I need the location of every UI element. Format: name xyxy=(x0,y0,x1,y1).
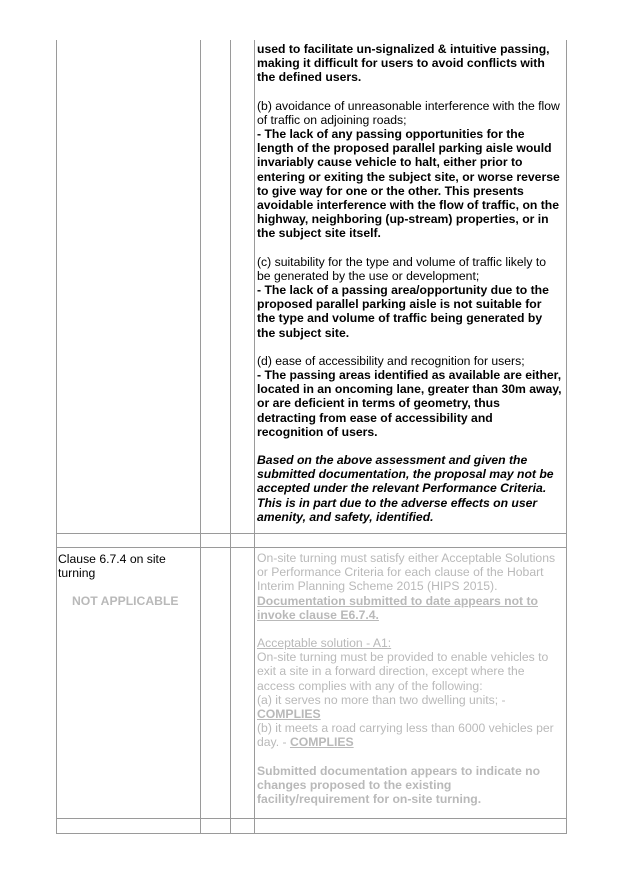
table-column-divider-2 xyxy=(230,40,231,833)
table-column-divider-1 xyxy=(200,40,201,833)
criterion-d-block xyxy=(257,354,562,439)
acceptable-heading: Acceptable solution - A1: xyxy=(257,636,392,651)
item-a: (a) it serves no more than two dwelling units; - xyxy=(257,692,506,707)
acceptable-text: On-site turning must be provided to enable vehicles to exit a site in a forward direction, except where the access complies with any of the following: xyxy=(257,650,549,693)
clause-doc-note: Documentation submitted to date appears not to invoke clause E6.7.4. xyxy=(257,593,539,622)
upper-intro: used to facilitate un-signalized & intuitive passing, making it difficult for users to avoid conflicts with the defined users. xyxy=(257,42,550,85)
item-b: (b) it meets a road carrying less than 6000 vehicles per day. - xyxy=(257,721,554,750)
criterion-d-response: - The passing areas identified as available are either, located in an oncoming lane, greater than 30m away, or are deficient in terms of geometry, thus detracting from ease of accessibility and recognition of users. xyxy=(257,368,562,439)
criterion-b: (b) avoidance of unreasonable interference with the flow of traffic on adjoining roads; xyxy=(257,98,560,127)
criterion-d: (d) ease of accessibility and recognition for users; xyxy=(257,353,525,368)
upper-conclusion: Based on the above assessment and given the submitted documentation, the proposal may not be accepted under the relevant Performance Criteria. This is in part due to the adverse effects on user amenity, and safety, identified. xyxy=(257,453,554,524)
clause-label: Clause 6.7.4 on site turning xyxy=(58,552,166,581)
table-column-divider-3 xyxy=(254,40,255,833)
criterion-c: (c) suitability for the type and volume of traffic likely to be generated by the use or development; xyxy=(257,254,547,283)
criterion-c-block xyxy=(257,255,562,340)
item-a-result: COMPLIES xyxy=(257,707,321,722)
acceptable-solution-block xyxy=(257,636,562,750)
criterion-b-block xyxy=(257,99,562,241)
table-border-bottom xyxy=(56,833,567,834)
clause-intro: On-site turning must satisfy either Acceptable Solutions or Performance Criteria for each clause of the Hobart Interim Planning Scheme 2015 (HIPS 2015). xyxy=(257,551,556,594)
criterion-c-response: - The lack of a passing area/opportunity due to the proposed parallel parking aisle is not suitable for the type and volume of traffic being generated by the subject site. xyxy=(257,283,549,340)
clause-conclusion: Submitted documentation appears to indicate no changes proposed to the existing facility/requirement for on-site turning. xyxy=(257,763,541,807)
clause-intro-block xyxy=(257,551,562,622)
assessment-cell-upper xyxy=(257,42,562,538)
table-border-right xyxy=(566,40,567,833)
item-b-result: COMPLIES xyxy=(289,735,354,750)
row-divider-2 xyxy=(56,547,567,548)
criterion-b-response: - The lack of any passing opportunities for the length of the proposed parallel parking aisle would invariably cause vehicle to halt, either prior to entering or exiting the subject site, or worse reverse to give way for one or the other. This presents avoidable interference with the flow of traffic, on the highway, neighboring (up-stream) properties, or in the subject site itself. xyxy=(257,127,560,241)
assessment-cell-clause xyxy=(257,551,562,820)
table-border-left xyxy=(56,40,57,833)
status-badge: NOT APPLICABLE xyxy=(72,594,179,608)
